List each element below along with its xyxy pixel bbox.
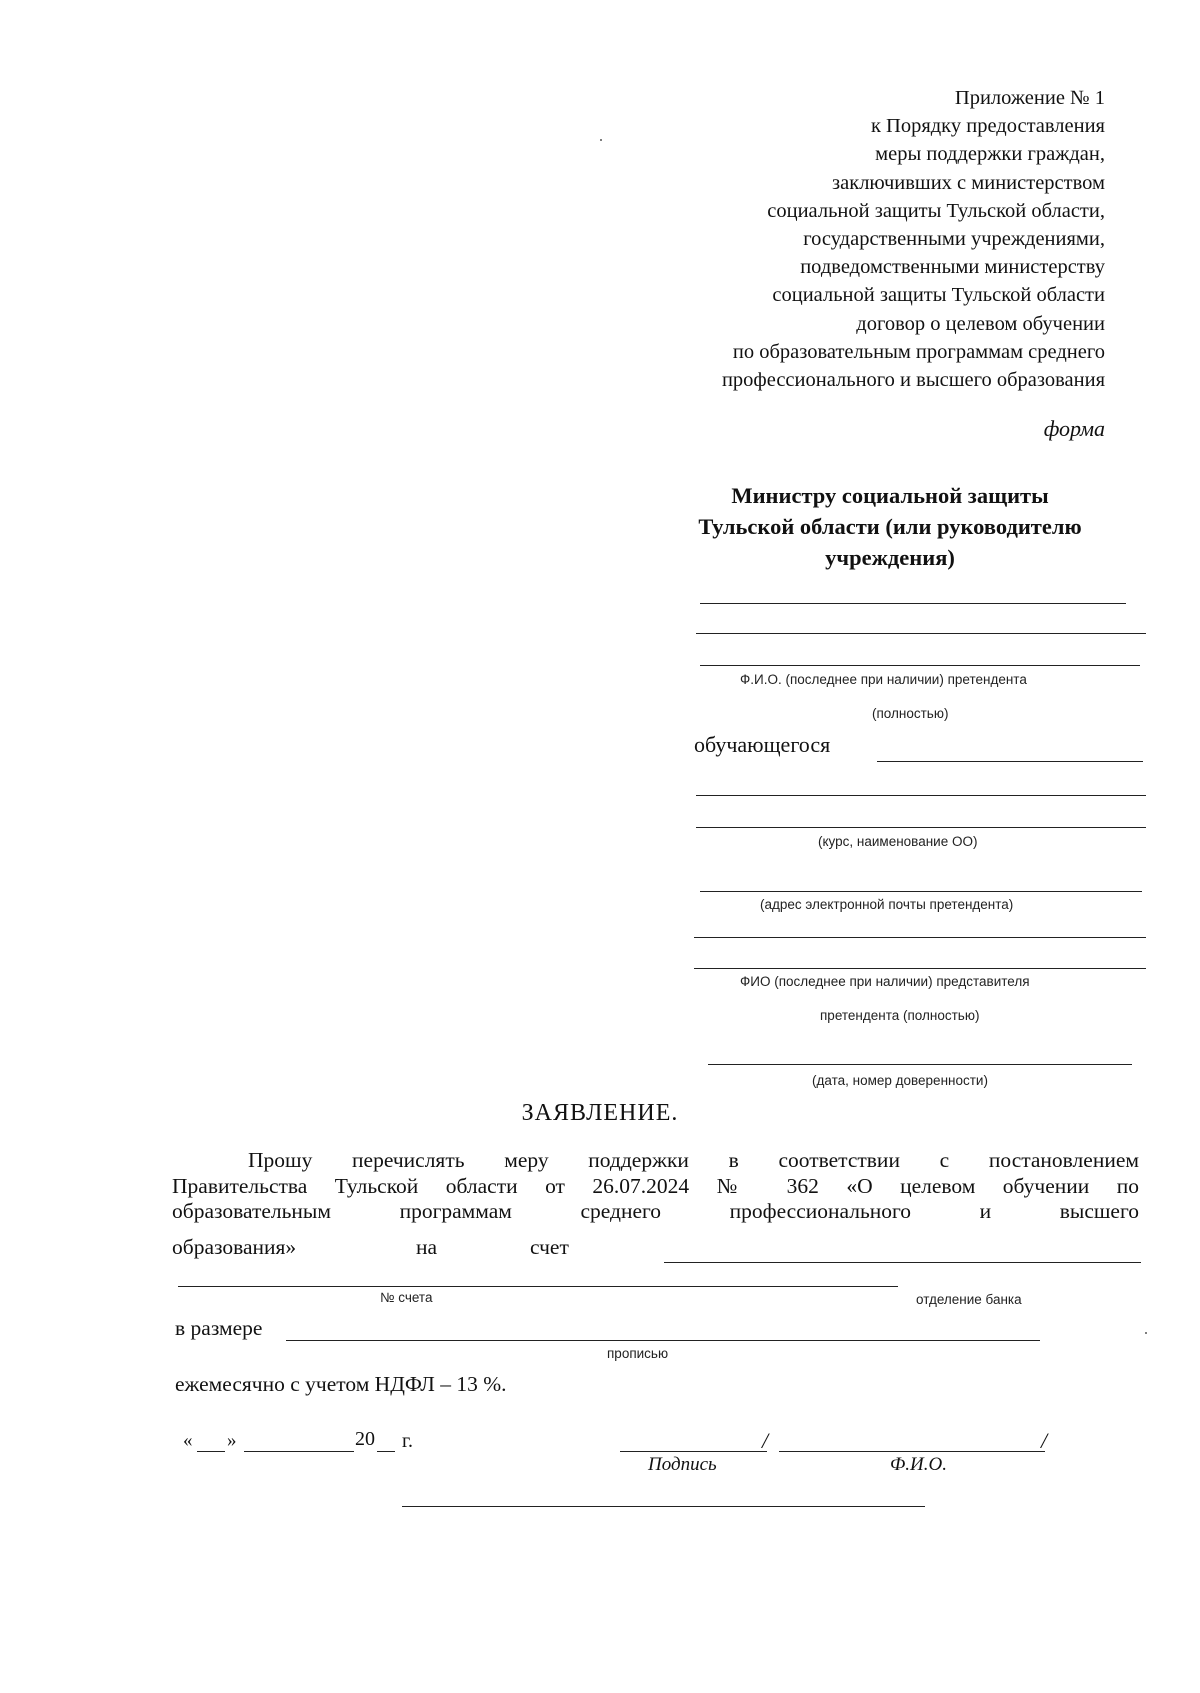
addressee-block xyxy=(640,480,1140,573)
student-label: обучающегося xyxy=(694,732,831,757)
appendix-line: договор о целевом обучении xyxy=(856,312,1105,335)
bank-field[interactable] xyxy=(178,1286,898,1287)
email-caption: (адрес электронной почты претендента) xyxy=(760,897,1014,912)
amount-label: в размере xyxy=(175,1316,263,1340)
course-caption: (курс, наименование ОО) xyxy=(818,834,978,849)
appendix-line: заключивших с министерством xyxy=(832,171,1105,194)
statement-line: образовательным программам среднего профессионального и высшего xyxy=(172,1199,1139,1223)
appendix-number: Приложение № 1 xyxy=(954,87,1105,109)
date-year-suffix: г. xyxy=(402,1430,413,1452)
amount-field[interactable] xyxy=(286,1340,1040,1341)
date-year-field[interactable] xyxy=(377,1451,395,1452)
signature-field[interactable] xyxy=(620,1451,767,1452)
appendix-line: подведомственными министерству xyxy=(800,256,1105,279)
statement-paragraph xyxy=(172,1148,1139,1225)
slash-divider: / xyxy=(762,1428,769,1453)
email-field[interactable] xyxy=(700,891,1142,892)
fio-caption: Ф.И.О. (последнее при наличии) претендента xyxy=(740,672,1027,687)
form-label: форма xyxy=(1043,416,1105,441)
statement-word: на xyxy=(416,1235,438,1259)
addressee-line: Министру социальной защиты xyxy=(731,483,1049,508)
power-of-attorney-caption: (дата, номер доверенности) xyxy=(812,1073,988,1088)
representative-caption-full: претендента (полностью) xyxy=(820,1008,980,1023)
bank-caption: отделение банка xyxy=(916,1292,1022,1307)
applicant-name-field-1[interactable] xyxy=(696,633,1146,634)
course-field-1[interactable] xyxy=(696,795,1146,796)
amount-caption: прописью xyxy=(607,1346,669,1361)
account-caption: № счета xyxy=(380,1290,433,1305)
representative-caption: ФИО (последнее при наличии) представителя xyxy=(740,974,1030,989)
statement-line: Прошу перечислять меру поддержки в соответствии с постановлением xyxy=(248,1148,1139,1172)
course-field-2[interactable] xyxy=(696,827,1146,828)
appendix-line: к Порядку предоставления xyxy=(870,115,1105,138)
addressee-name-field[interactable] xyxy=(700,603,1126,604)
date-month-field[interactable] xyxy=(244,1451,354,1452)
statement-word: счет xyxy=(530,1235,569,1259)
appendix-line: по образовательным программам среднего xyxy=(732,340,1105,363)
appendix-header xyxy=(545,84,1105,394)
representative-field-1[interactable] xyxy=(694,937,1146,938)
statement-line: Правительства Тульской области от 26.07.2024 № 362 «О целевом обучении по xyxy=(172,1173,1139,1198)
addressee-line: учреждения) xyxy=(825,545,955,570)
appendix-line: социальной защиты Тульской области xyxy=(772,284,1105,307)
signature-caption: Подпись xyxy=(648,1454,717,1475)
date-year-prefix: 20 xyxy=(355,1428,375,1450)
monthly-text: ежемесячно с учетом НДФЛ – 13 %. xyxy=(175,1372,507,1396)
date-open-quote: « xyxy=(183,1430,193,1451)
account-field[interactable] xyxy=(664,1262,1141,1263)
fio-caption-full: (полностью) xyxy=(872,706,949,721)
statement-word: образования» xyxy=(172,1235,297,1259)
scan-speck xyxy=(1145,1332,1147,1334)
representative-field-2[interactable] xyxy=(694,968,1146,969)
power-of-attorney-field[interactable] xyxy=(708,1064,1132,1065)
slash-divider: / xyxy=(1041,1428,1048,1453)
scan-speck xyxy=(600,139,602,141)
bottom-line[interactable] xyxy=(402,1506,925,1507)
statement-title: ЗАЯВЛЕНИЕ. xyxy=(521,1100,679,1126)
addressee-line: Тульской области (или руководителю xyxy=(698,514,1082,539)
fio-signature-field[interactable] xyxy=(779,1451,1045,1452)
appendix-line: государственными учреждениями, xyxy=(803,228,1105,251)
appendix-line: меры поддержки граждан, xyxy=(875,143,1105,166)
applicant-name-field-2[interactable] xyxy=(700,665,1140,666)
date-day-field[interactable] xyxy=(197,1451,225,1452)
student-field[interactable] xyxy=(877,761,1143,762)
fio-caption-signature: Ф.И.О. xyxy=(890,1454,947,1475)
date-close-quote: » xyxy=(227,1430,237,1451)
appendix-line: социальной защиты Тульской области, xyxy=(767,199,1105,222)
appendix-line: профессионального и высшего образования xyxy=(721,369,1105,392)
